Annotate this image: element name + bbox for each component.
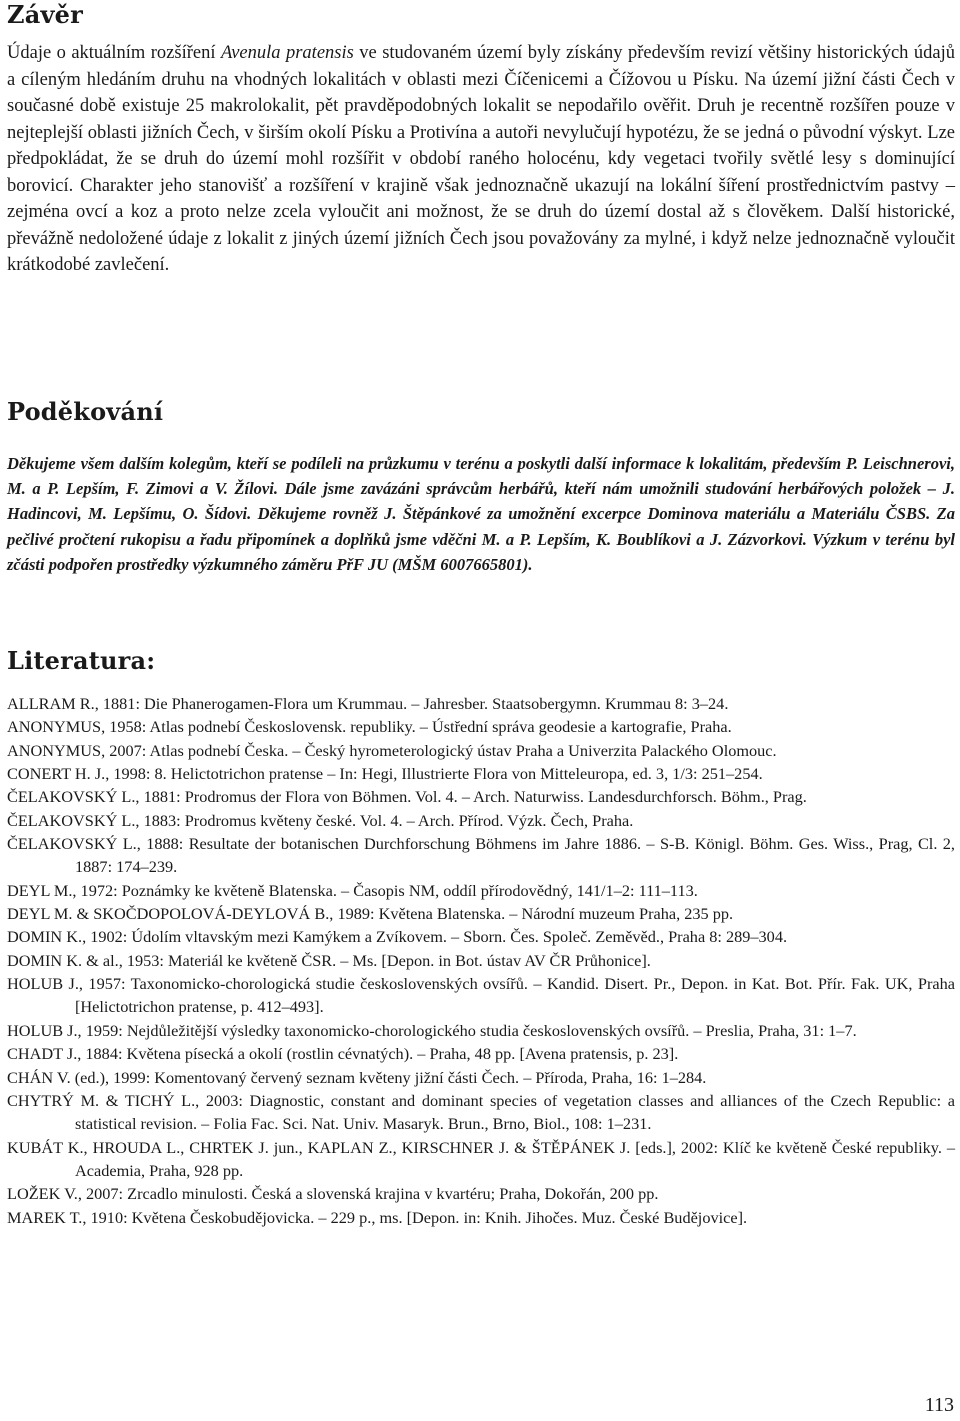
reference-item: DEYL M., 1972: Poznámky ke květeně Blatenska. – Časopis NM, oddíl přírodovědný, 141/1–2: 111–113. [7,880,698,900]
zaver-text-start: Údaje o aktuálním rozšíření [7,43,221,63]
reference-item: ANONYMUS, 1958: Atlas podnebí Československ. republiky. – Ústřední správa geodesie a kartografie, Praha. [7,717,732,737]
section-title-podekovani: Poděkování [7,397,164,426]
reference-list [7,692,955,1229]
reference-item: ALLRAM R., 1881: Die Phanerogamen-Flora um Krummau. – Jahresber. Staatsobergymn. Krummau 8: 3–24. [7,694,729,713]
section-title-zaver: Závěr [7,0,83,29]
reference-item: LOŽEK V., 2007: Zrcadlo minulosti. Česká a slovenská krajina v kvartéru; Praha, Dokořán, 200 pp. [7,1184,659,1204]
zaver-text-rest: ve studovaném území byly získány především revizí většiny historických údajů a cíleným hledáním druhu na vhodných lokalitách v oblasti mezi Číčenicemi a Čížovou u Písku. Na území jižní části Čech v současné době existuje 25 makrolokalit, pět pravděpodobných lokalit se nepodařilo ověřit. Druh je recentně rozšířen pouze v nejteplejší oblasti jižních Čech, v širším okolí Písku a Protivína a autoři nevylučují hypotézu, že se jedná o původní výskyt. Lze předpokládat, že se druh do území mohl rozšířit v období raného holocénu, kdy vegetaci tvořily světlé lesy s dominující borovicí. Charakter jeho stanovišť a rozšíření v krajině však jednoznačně ukazují na lokální šíření prostřednictvím pastvy – zejména ovcí a koz a proto nelze zcela vyloučit ani možnost, že se druh do území dostal až s člověkem. Další historické, převážně nedoložené údaje z lokalit z jiných území jižních Čech jsou považovány za mylné, i když nelze jednoznačně vyloučit krátkodobé zavlečení. [7,43,955,275]
reference-item: HOLUB J., 1959: Nejdůležitější výsledky taxonomicko-chorologického studia československých ovsířů. – Preslia, Praha, 31: 1–7. [7,1020,857,1040]
species-name: Avenula pratensis [220,43,354,63]
reference-item: CHYTRÝ M. & TICHÝ L., 2003: Diagnostic, constant and dominant species of vegetation classes and alliances of the Czech Republic: a statistical revision. – Folia Fac. Sci. Nat. Univ. Masaryk. Brun., Brno, Biol., 108: 1–231. [7,1090,955,1134]
section-title-literatura: Literatura: [7,646,156,675]
page-number: 113 [924,1394,954,1416]
acknowledgements-paragraph: Děkujeme všem dalším kolegům, kteří se podíleli na průzkumu v terénu a poskytli další informace k lokalitám, především P. Leischnerovi, M. a P. Lepším, F. Zimovi a V. Žílovi. Dále jsme zavázáni správcům herbářů, kteří nám umožnili studování herbářových položek – J. Hadincovi, M. Lepšímu, O. Šídovi. Děkujeme rovněž J. Štěpánkové za umožnění excerpce Dominova materiálu a Materiálu ČSBS. Za pečlivé pročtení rukopisu a řadu připomínek a doplňků jsme vděčni M. a P. Lepším, K. Boublíkovi a J. Zázvorkovi. Výzkum v terénu byl zčásti podpořen prostředky výzkumného záměru PřF JU (MŠM 6007665801). [7,454,955,574]
reference-item: ČELAKOVSKÝ L., 1881: Prodromus der Flora von Böhmen. Vol. 4. – Arch. Naturwiss. Landesdurchforsch. Böhm., Prag. [7,787,807,807]
reference-item: ČELAKOVSKÝ L., 1883: Prodromus květeny české. Vol. 4. – Arch. Přírod. Výzk. Čech, Praha. [7,810,634,830]
reference-item: DOMIN K., 1902: Údolím vltavským mezi Kamýkem a Zvíkovem. – Sborn. Čes. Společ. Zeměvěd., Praha 8: 289–304. [7,927,788,947]
reference-item: ČELAKOVSKÝ L., 1888: Resultate der botanischen Durchforschung Böhmens im Jahre 1886. – S-B. Königl. Böhm. Ges. Wiss., Prag, Cl. 2, 1887: 174–239. [7,834,955,877]
reference-item: CONERT H. J., 1998: 8. Helictotrichon pratense – In: Hegi, Illustrierte Flora von Mitteleuropa, ed. 3, 1/3: 251–254. [7,764,763,784]
reference-item: DEYL M. & SKOČDOPOLOVÁ-DEYLOVÁ B., 1989: Květena Blatenska. – Národní muzeum Praha, 235 pp. [7,904,734,924]
reference-item: HOLUB J., 1957: Taxonomicko-chorologická studie československých ovsířů. – Kandid. Disert. Pr., Depon. in Kat. Bot. Přír. Fak. UK, Praha [Helictotrichon pratense, p. 412–493]. [7,974,955,1017]
reference-item: DOMIN K. & al., 1953: Materiál ke květeně ČSR. – Ms. [Depon. in Bot. ústav AV ČR Průhonice]. [7,950,651,970]
reference-item: CHADT J., 1884: Květena písecká a okolí (rostlin cévnatých). – Praha, 48 pp. [Avena pratensis, p. 23]. [7,1044,679,1064]
reference-item: ANONYMUS, 2007: Atlas podnebí Česka. – Český hyrometerologický ústav Praha a Univerzita Palackého Olomouc. [7,740,777,760]
reference-item: MAREK T., 1910: Květena Českobudějovicka. – 229 p., ms. [Depon. in: Knih. Jihočes. Muz. České Budějovice]. [7,1207,748,1227]
zaver-paragraph [7,40,955,279]
reference-item: KUBÁT K., HROUDA L., CHRTEK J. jun., KAPLAN Z., KIRSCHNER J. & ŠTĚPÁNEK J. [eds.], 2002: Klíč ke květeně České republiky. – Academia, Praha, 928 pp. [7,1137,955,1180]
reference-item: CHÁN V. (ed.), 1999: Komentovaný červený seznam květeny jižní části Čech. – Příroda, Praha, 16: 1–284. [7,1067,707,1087]
